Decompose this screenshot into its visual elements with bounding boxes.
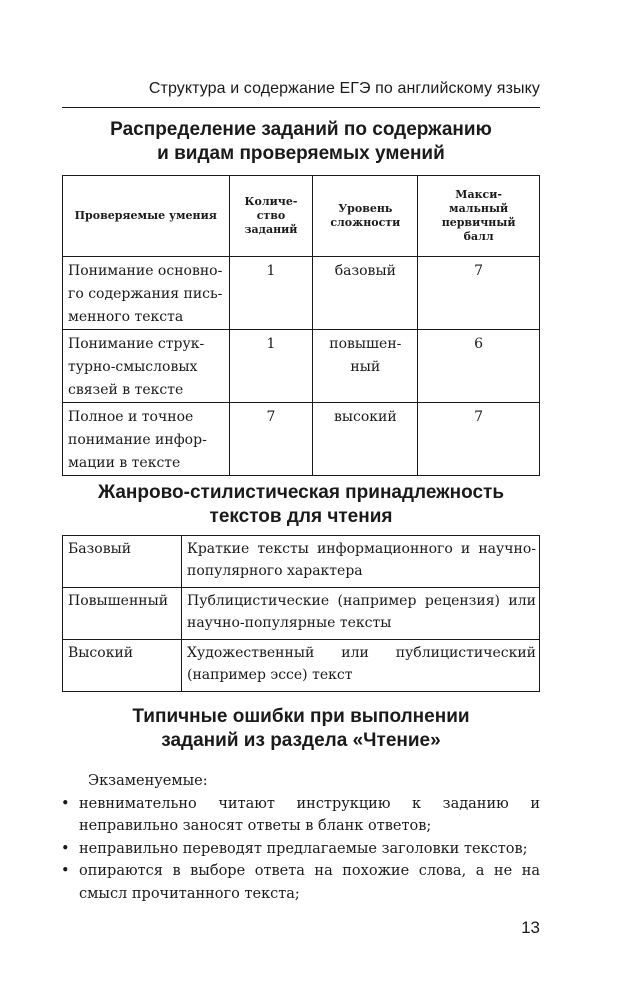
header-count [229, 176, 313, 257]
skills-distribution-table [62, 175, 540, 476]
skill-text: понимание инфор- [68, 432, 207, 448]
level-text: высокий [333, 409, 397, 425]
skill-cell [63, 403, 230, 476]
header-text: Проверяемые умения [74, 209, 217, 222]
section2-title-line: текстов для чтения [209, 506, 393, 527]
list-item [61, 860, 540, 905]
skill-text: Понимание основно- [68, 263, 223, 279]
score-cell: 6 [418, 330, 540, 403]
errors-intro: Экзаменуемые: [88, 773, 208, 789]
list-item [61, 838, 540, 861]
running-header: Структура и содержание ЕГЭ по английскому языку [148, 80, 540, 97]
bullet-icon: • [61, 795, 70, 812]
count-cell: 1 [229, 257, 313, 330]
skill-cell [63, 257, 230, 330]
section2-title-line: Жанрово-стилистическая принадлежность [97, 482, 505, 503]
level-cell [313, 403, 418, 476]
skill-text: турно-смысловых [68, 359, 198, 375]
header-text: заданий [244, 223, 298, 236]
header-max-score [418, 176, 540, 257]
table-row [63, 536, 540, 588]
skill-text: Полное и точное [68, 409, 194, 425]
list-item-text: невнимательно читают инструкцию к заданию и неправильно заносят ответы в бланк ответов; [79, 795, 540, 834]
list-item-text: опираются в выборе ответа на похожие слова, а не на смысл прочитанного текста; [79, 863, 540, 902]
bullet-icon: • [61, 840, 70, 857]
level-text: ный [350, 359, 381, 375]
score-cell: 7 [418, 257, 540, 330]
section2-title [62, 481, 540, 529]
table-row [63, 588, 540, 640]
genre-table [62, 535, 540, 692]
table-row [63, 330, 540, 403]
header-text: сложности [330, 216, 401, 229]
section3-title [62, 705, 540, 753]
section1-title-line: и видам проверяемых умений [157, 143, 445, 164]
genre-level-cell: Базовый [63, 536, 182, 588]
genre-description-cell: Краткие тексты информационного и научно-популярного характера [182, 536, 540, 588]
skill-text: менного текста [68, 309, 184, 325]
header-text: первичный [441, 216, 516, 229]
bullet-icon: • [61, 863, 70, 879]
section3-title-line: заданий из раздела «Чтение» [161, 730, 441, 751]
level-cell [313, 330, 418, 403]
skill-text: Понимание струк- [68, 336, 205, 352]
genre-description-cell: Художественный или публицистический (например эссе) текст [182, 640, 540, 692]
errors-body [61, 770, 540, 905]
skill-text: мации в тексте [68, 455, 181, 471]
table-header-row [63, 176, 540, 257]
count-cell: 1 [229, 330, 313, 403]
genre-level-cell: Высокий [63, 640, 182, 692]
header-level [313, 176, 418, 257]
level-text: базовый [334, 263, 396, 279]
skill-text: связей в тексте [68, 382, 184, 398]
score-cell: 7 [418, 403, 540, 476]
table-row [63, 257, 540, 330]
header-text: Уровень [338, 202, 393, 215]
errors-list [61, 793, 540, 906]
header-text: Количе- [244, 195, 298, 208]
table-row [63, 403, 540, 476]
section1-title [62, 118, 540, 166]
genre-description-cell: Публицистические (например рецензия) или научно-популярные тексты [182, 588, 540, 640]
header-text: Макси- [455, 188, 502, 201]
level-cell [313, 257, 418, 330]
table-row [63, 640, 540, 692]
section1-title-line: Распределение заданий по содержанию [110, 119, 492, 140]
skill-cell [63, 330, 230, 403]
list-item-text: неправильно переводят предлагаемые заголовки текстов; [79, 840, 528, 857]
header-text: ство [256, 209, 286, 222]
header-skills [63, 176, 230, 257]
header-rule [62, 107, 540, 108]
count-cell: 7 [229, 403, 313, 476]
section3-title-line: Типичные ошибки при выполнении [132, 706, 470, 727]
header-text: мальный [449, 202, 509, 215]
level-text: повышен- [329, 336, 402, 352]
genre-level-cell: Повышенный [63, 588, 182, 640]
header-text: балл [463, 230, 494, 243]
list-item [61, 793, 540, 838]
skill-text: го содержания пись- [68, 286, 223, 302]
page-number: 13 [521, 918, 540, 937]
